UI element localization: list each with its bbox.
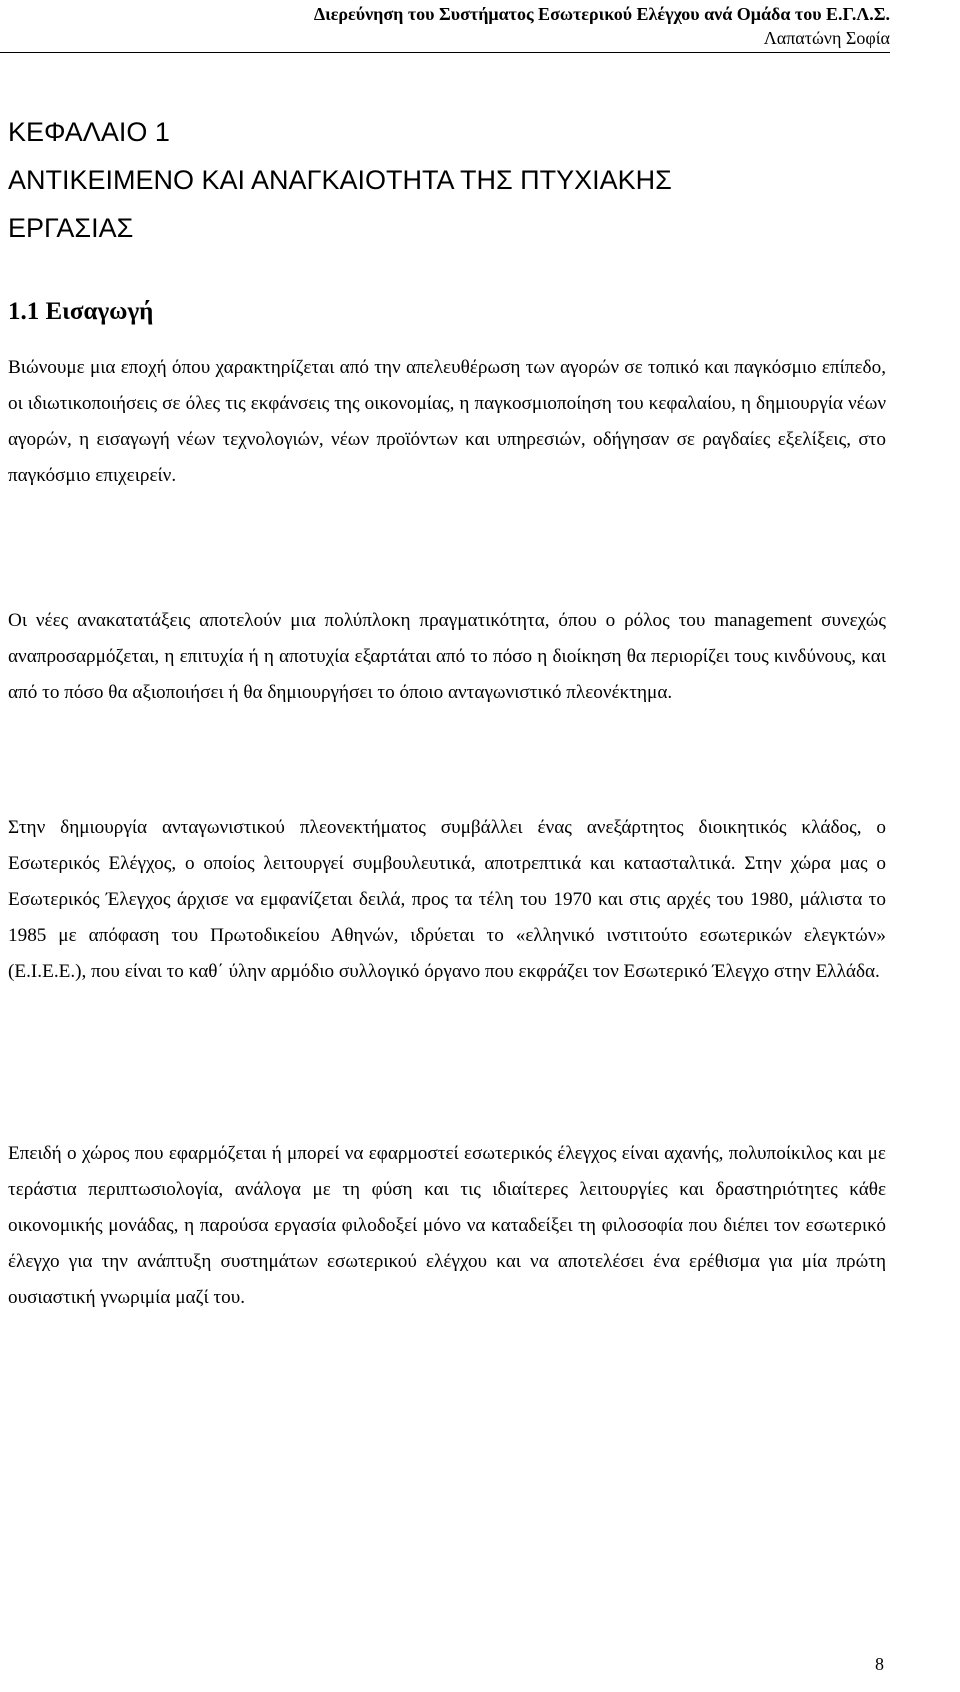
body-paragraph: Οι νέες ανακατατάξεις αποτελούν μια πολύπλοκη πραγματικότητα, όπου ο ρόλος του management συνεχώς αναπροσαρμόζεται, η επιτυχία ή η αποτυχία εξαρτάται από το πόσο η διοίκηση θα περιορίζει τους κινδύνους, και από το πόσο θα αξιοποιήσει ή θα δημιουργήσει το όποιο ανταγωνιστικό πλεονέκτημα.: [8, 610, 886, 703]
chapter-number: ΚΕΦΑΛΑΙΟ 1: [8, 117, 170, 147]
author-name: Λαπατώνη Σοφία: [763, 28, 890, 48]
header-divider: [0, 52, 890, 53]
body-paragraph: Βιώνουμε μια εποχή όπου χαρακτηρίζεται από την απελευθέρωση των αγορών σε τοπικό και παγκόσμιο επίπεδο, οι ιδιωτικοποιήσεις σε όλες τις εκφάνσεις της οικονομίας, η παγκοσμιοποίηση του κεφαλαίου, η δημιουργία νέων αγορών, η εισαγωγή νέων τεχνολογιών, νέων προϊόντων και υπηρεσιών, οδήγησαν σε ραγδαίες εξελίξεις, στο παγκόσμιο επιχειρείν.: [8, 357, 886, 486]
section-heading: 1.1 Εισαγωγή: [8, 298, 154, 325]
document-title: Διερεύνηση του Συστήματος Εσωτερικού Ελέγχου ανά Ομάδα του Ε.Γ.Λ.Σ.: [313, 4, 890, 24]
chapter-title-line-2: ΕΡΓΑΣΙΑΣ: [8, 213, 134, 243]
chapter-title-line-1: ΑΝΤΙΚΕΙΜΕΝΟ ΚΑΙ ΑΝΑΓΚΑΙΟΤΗΤΑ ΤΗΣ ΠΤΥΧΙΑΚΗΣ: [8, 165, 672, 195]
chapter-heading: [8, 108, 888, 252]
body-paragraph: Στην δημιουργία ανταγωνιστικού πλεονεκτήματος συμβάλλει ένας ανεξάρτητος διοικητικός κλάδος, ο Εσωτερικός Ελέγχος, ο οποίος λειτουργεί συμβουλευτικά, αποτρεπτικά και κατασταλτικά. Στην χώρα μας ο Εσωτερικός Έλεγχος άρχισε να εμφανίζεται δειλά, προς τα τέλη του 1970 και στις αρχές του 1980, μάλιστα το 1985 με απόφαση του Πρωτοδικείου Αθηνών, ιδρύεται το «ελληνικό ινστιτούτο εσωτερικών ελεγκτών» (Ε.Ι.Ε.Ε.), που είναι το καθ΄ ύλην αρμόδιο συλλογικό όργανο που εκφράζει τον Εσωτερικό Έλεγχο στην Ελλάδα.: [8, 817, 886, 982]
body-paragraph: Επειδή ο χώρος που εφαρμόζεται ή μπορεί να εφαρμοστεί εσωτερικός έλεγχος είναι αχανής, πολυποίκιλος και με τεράστια περιπτωσιολογία, ανάλογα με τη φύση και τις ιδιαίτερες λειτουργίες και δραστηριότητες κάθε οικονομικής μονάδας, η παρούσα εργασία φιλοδοξεί μόνο να καταδείξει τη φιλοσοφία που διέπει τον εσωτερικό έλεγχο για την ανάπτυξη συστημάτων εσωτερικού ελέγχου και να αποτελέσει ένα ερέθισμα για μία πρώτη ουσιαστική γνωριμία μαζί του.: [8, 1143, 886, 1308]
running-header: [10, 2, 890, 50]
page-number: 8: [875, 1654, 884, 1674]
